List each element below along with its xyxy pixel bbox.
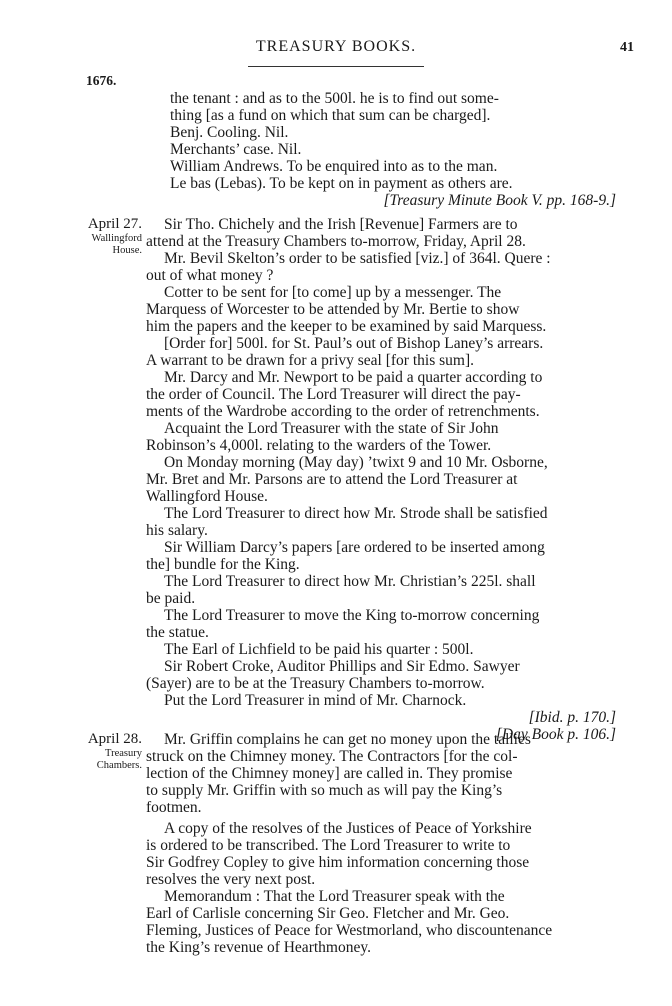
text-line: Wallingford House. (146, 488, 268, 505)
text-line: Mr. Bevil Skelton’s order to be satisfied [viz.] of 364l. Quere : (164, 250, 551, 267)
place-line: Treasury (105, 748, 142, 759)
continuation-block (146, 90, 616, 209)
text-line: The Lord Treasurer to direct how Mr. Christian’s 225l. shall (164, 573, 536, 590)
text-line: to supply Mr. Griffin with so much as will pay the King’s (146, 782, 503, 799)
source-reference: [Treasury Minute Book V. pp. 168-9.] (383, 192, 616, 209)
text-line: Cotter to be sent for [to come] up by a messenger. The (164, 284, 502, 301)
source-reference: [Ibid. p. 170.] (528, 709, 616, 726)
running-header-title: TREASURY BOOKS. (255, 38, 417, 55)
entry-place (58, 748, 142, 772)
text-line: attend at the Treasury Chambers to-morrow, Friday, April 28. (146, 233, 526, 250)
text-line: (Sayer) are to be at the Treasury Chambers to-morrow. (146, 675, 485, 692)
text-line: resolves the very next post. (146, 871, 316, 888)
text-line: the statue. (146, 624, 209, 641)
text-line: Sir Robert Croke, Auditor Phillips and Sir Edmo. Sawyer (164, 658, 520, 675)
text-line: is ordered to be transcribed. The Lord Treasurer to write to (146, 837, 511, 854)
source-reference: [Day Book p. 106.] (495, 726, 616, 743)
text-line: Merchants’ case. Nil. (170, 141, 302, 158)
text-line: Sir Godfrey Copley to give him information concerning those (146, 854, 530, 871)
text-line: Mr. Bret and Mr. Parsons are to attend the Lord Treasurer at (146, 471, 518, 488)
text-line: the tenant : and as to the 500l. he is to find out some- (170, 90, 499, 107)
place-line: Wallingford (91, 233, 142, 244)
text-line: Earl of Carlisle concerning Sir Geo. Fletcher and Mr. Geo. (146, 905, 510, 922)
text-line: Marquess of Worcester to be attended by Mr. Bertie to show (146, 301, 520, 318)
text-line: Memorandum : That the Lord Treasurer speak with the (164, 888, 505, 905)
text-line: [Order for] 500l. for St. Paul’s out of Bishop Laney’s arrears. (164, 335, 544, 352)
text-line: thing [as a fund on which that sum can be charged]. (170, 107, 491, 124)
text-line: The Earl of Lichfield to be paid his quarter : 500l. (164, 641, 474, 658)
text-line: On Monday morning (May day) ’twixt 9 and 10 Mr. Osborne, (164, 454, 548, 471)
text-line: Sir Tho. Chichely and the Irish [Revenue] Farmers are to (164, 216, 518, 233)
text-line: Robinson’s 4,000l. relating to the warders of the Tower. (146, 437, 492, 454)
year-marginal: 1676. (86, 73, 117, 88)
text-line: The Lord Treasurer to direct how Mr. Strode shall be satisfied (164, 505, 548, 522)
text-line: A copy of the resolves of the Justices of Peace of Yorkshire (164, 820, 532, 837)
text-line: lection of the Chimney money] are called in. They promise (146, 765, 513, 782)
text-line: Mr. Darcy and Mr. Newport to be paid a quarter according to (164, 369, 543, 386)
page-number: 41 (620, 40, 634, 55)
text-line: footmen. (146, 799, 202, 816)
place-line: House. (112, 245, 142, 256)
text-line: Mr. Griffin complains he can get no money upon the tallies (164, 731, 531, 748)
text-line: the order of Council. The Lord Treasurer will direct the pay- (146, 386, 521, 403)
entry-date: April 28. (87, 731, 142, 747)
text-line: Acquaint the Lord Treasurer with the state of Sir John (164, 420, 499, 437)
text-line: William Andrews. To be enquired into as to the man. (170, 158, 498, 175)
text-line: Benj. Cooling. Nil. (170, 124, 289, 141)
text-line: Sir William Darcy’s papers [are ordered to be inserted among (164, 539, 545, 556)
text-line: the] bundle for the King. (146, 556, 300, 573)
text-line: his salary. (146, 522, 208, 539)
text-line: Fleming, Justices of Peace for Westmorland, who discountenance (146, 922, 553, 939)
text-line: Put the Lord Treasurer in mind of Mr. Charnock. (164, 692, 467, 709)
text-line: be paid. (146, 590, 196, 607)
text-line: the King’s revenue of Hearthmoney. (146, 939, 371, 956)
text-line: struck on the Chimney money. The Contractors [for the col- (146, 748, 518, 765)
text-line: out of what money ? (146, 267, 274, 284)
text-line: A warrant to be drawn for a privy seal [for this sum]. (146, 352, 474, 369)
place-line: Chambers. (96, 760, 142, 771)
text-line: The Lord Treasurer to move the King to-morrow concerning (164, 607, 540, 624)
text-line: him the papers and the keeper to be examined by said Marquess. (146, 318, 547, 335)
header-rule (248, 66, 424, 67)
entry-april-28 (146, 731, 616, 956)
text-line: ments of the Wardrobe according to the order of retrenchments. (146, 403, 540, 420)
entry-place (58, 233, 142, 257)
entry-date: April 27. (87, 216, 142, 232)
entry-april-27 (146, 216, 616, 743)
text-line: Le bas (Lebas). To be kept on in payment as others are. (170, 175, 513, 192)
